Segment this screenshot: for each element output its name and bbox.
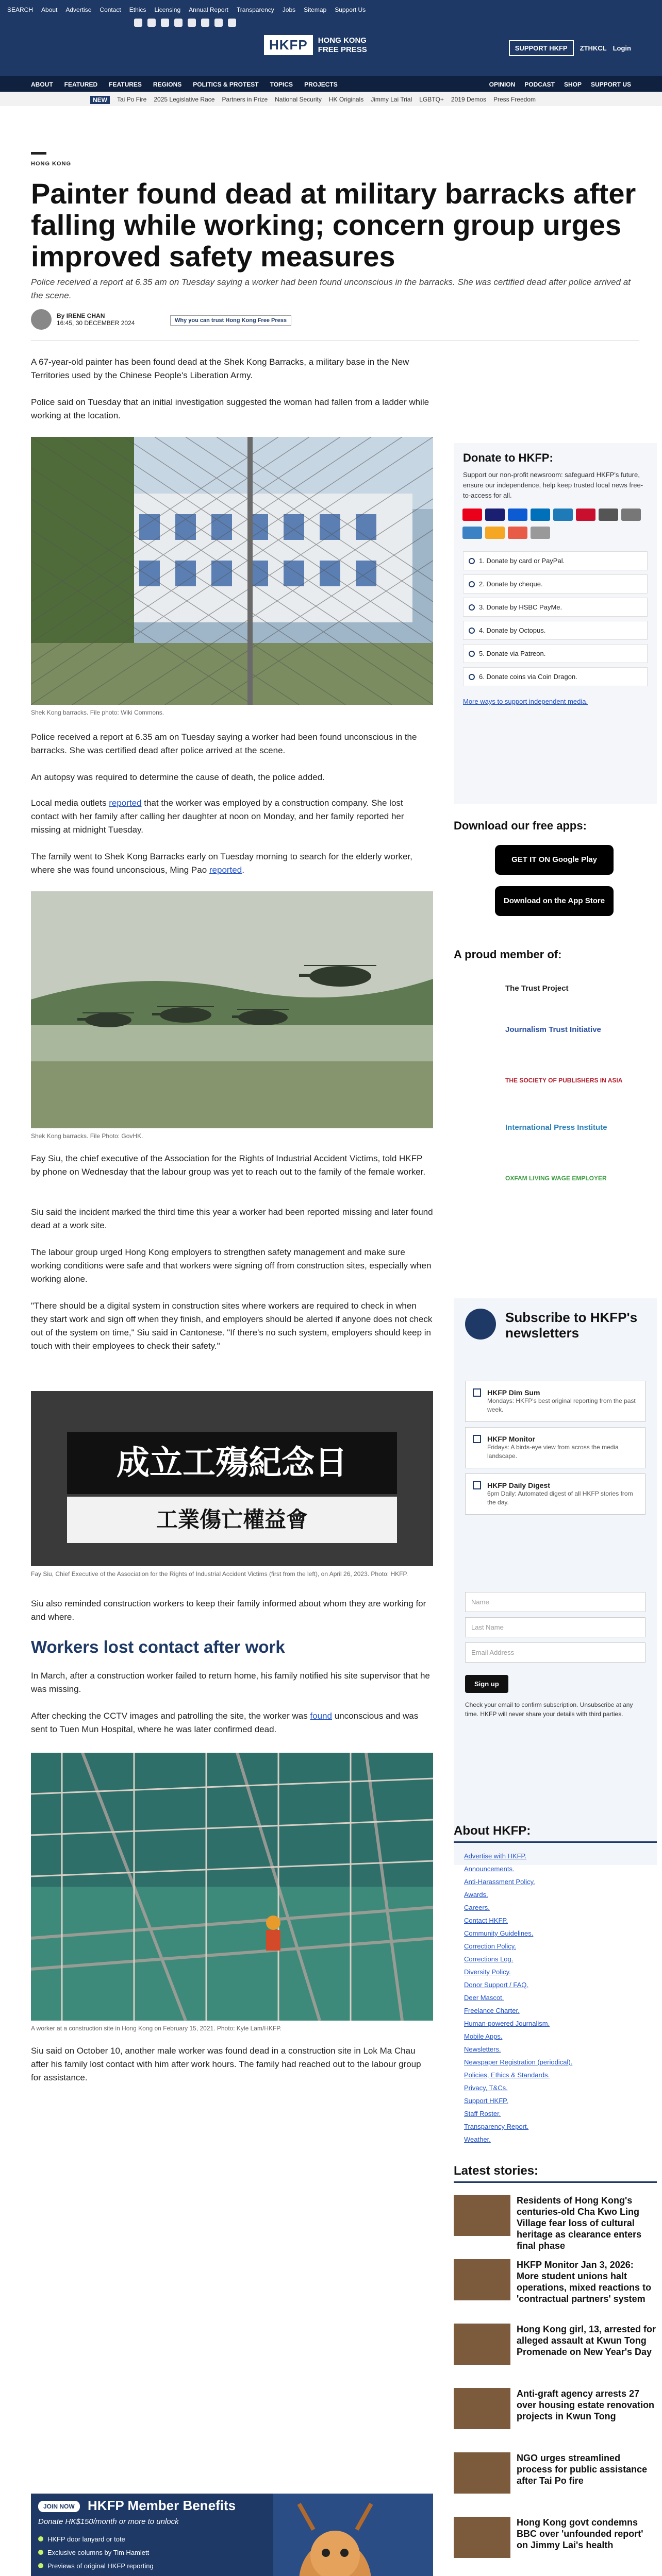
top-link-1[interactable]: About [41,6,58,13]
promo-title: HKFP Member Benefits [88,2498,236,2513]
trending-item-6[interactable]: LGBTQ+ [419,96,444,103]
x-icon[interactable] [161,19,169,27]
about-link[interactable]: Corrections Log. [464,1955,514,1963]
benefit-item [38,2560,189,2573]
found-link[interactable]: found [310,1711,332,1721]
photo-caption: Shek Kong barracks. File photo: Wiki Commons. [31,709,164,716]
top-link-3[interactable]: Contact [100,6,121,13]
donate-title: Donate to HKFP: [463,451,553,464]
support-hkfp-button[interactable]: SUPPORT HKFP [509,40,574,56]
more-ways-link[interactable]: More ways to support independent media. [463,698,588,705]
construction-photo [31,1753,433,2021]
benefit-item [38,2573,189,2576]
newsletter-name: HKFP Dim Sum [487,1388,540,1397]
patreon-icon [508,527,527,539]
paragraph: Local media outlets reported that the worker was employed by a construction company. She lost contact with her family after calling her daughter at noon on Monday, and her family reported her missing at midnight Tuesday. [31,798,404,835]
about-link-item [464,1978,572,1991]
check-icon [38,2536,43,2541]
trending-item-2[interactable]: Partners in Prize [222,96,268,103]
radio-icon [469,651,475,657]
signup-button[interactable]: Sign up [465,1675,508,1693]
join-now-badge[interactable]: JOIN NOW [38,2501,80,2512]
trending-item-0[interactable]: Tai Po Fire [117,96,147,103]
benefit-label: HKFP door lanyard or tote [47,2535,125,2543]
about-link[interactable]: Awards. [464,1891,488,1899]
donate-option-label: 6. Donate coins via Coin Dragon. [479,673,577,681]
about-link-item [464,2107,572,2120]
mastercard-icon [462,509,482,521]
jcb-icon [553,509,573,521]
nav-item-4[interactable]: POLITICS & PROTEST [193,81,259,88]
photo-caption: A worker at a construction site in Hong Kong on February 15, 2021. Photo: Kyle Lam/HKFP. [31,2025,282,2032]
benefit-label: Exclusive columns by Tim Hamlett [47,2549,150,2556]
newsletter-name: HKFP Daily Digest [487,1481,550,1489]
cheque-icon [531,527,550,539]
newsletter-title: Subscribe to HKFP's newsletters [505,1310,638,1341]
about-link[interactable]: Diversity Policy. [464,1968,511,1976]
payme-icon [462,527,482,539]
about-link-item [464,2081,572,2094]
about-link-item [464,1888,572,1901]
about-link[interactable]: Careers. [464,1904,490,1911]
byline: By IRENE CHAN 16:45, 30 DECEMBER 2024 [31,309,135,330]
donate-text: Support our non-profit newsroom: safeguard HKFP's future, ensure our independence, help keep trusted local news free-to-access for all. [463,471,643,499]
latest-thumbnail[interactable] [454,2324,510,2365]
app-store-button[interactable]: Download on the App Store [495,886,614,916]
linkedin-icon[interactable] [201,19,209,27]
kicker-bar [31,152,46,155]
top-link-8[interactable]: Jobs [282,6,296,13]
nav-item-2[interactable]: FEATURES [109,81,142,88]
trending-item-1[interactable]: 2025 Legislative Race [154,96,215,103]
latest-story[interactable] [454,2388,657,2450]
trending-item-5[interactable]: Jimmy Lai Trial [371,96,412,103]
google-pay-icon [621,509,641,521]
barracks-photo [31,437,433,705]
about-link-item [464,2043,572,2056]
latest-headline[interactable]: Hong Kong girl, 13, arrested for alleged assault at Kwun Tong Promenade on New Year's Day [517,2324,656,2357]
paypal-icon [531,509,550,521]
about-link[interactable]: Community Guidelines. [464,1929,534,1937]
trust-project-logo[interactable]: The Trust Project [505,984,569,993]
radio-icon [469,581,475,587]
trending-bar [0,92,662,106]
newsletter-option-text [487,1481,638,1507]
about-link-item [464,2030,572,2043]
about-link[interactable]: Freelance Charter. [464,2007,520,2014]
about-link-item [464,2069,572,2081]
about-link-item [464,1991,572,2004]
donate-option[interactable] [463,598,648,617]
newsletter-box [454,1298,657,1865]
donate-option-label: 5. Donate via Patreon. [479,650,546,657]
donate-option-label: 4. Donate by Octopus. [479,626,546,634]
google-play-button[interactable]: GET IT ON Google Play [495,845,614,875]
radio-icon [469,558,475,564]
about-link[interactable]: Anti-Harassment Policy. [464,1878,535,1886]
about-link[interactable]: Transparency Report. [464,2123,529,2130]
social-icons [134,19,236,27]
about-link[interactable]: Donor Support / FAQ. [464,1981,529,1989]
threads-icon[interactable] [188,19,196,27]
newsletter-desc: 6pm Daily: Automated digest of all HKFP stories from the day. [487,1490,633,1506]
checkbox-icon[interactable] [473,1481,481,1489]
nav-item-6[interactable]: PROJECTS [304,81,338,88]
about-link[interactable]: Staff Roster. [464,2110,501,2117]
about-link-item [464,2004,572,2017]
latest-title: Latest stories: [454,2164,657,2183]
promo-subtitle: Donate HK$150/month or more to unlock [38,2517,179,2526]
login-link[interactable]: Login [613,44,631,52]
about-link[interactable]: Mobile Apps. [464,2032,503,2040]
site-logo[interactable] [264,35,367,55]
unionpay-icon [576,509,595,521]
member-benefits-promo[interactable] [31,2494,433,2576]
newsletter-option[interactable] [465,1473,646,1515]
donate-option[interactable] [463,644,648,663]
latest-thumbnail[interactable] [454,2388,510,2429]
logo-text-1: HONG KONG [318,36,367,45]
latest-headline[interactable]: HKFP Monitor Jan 3, 2026: More student unions halt operations, mixed reactions to 'contractual partners' system [517,2260,652,2304]
nav-right-item-0[interactable]: OPINION [489,81,516,88]
section-heading: Workers lost contact after work [31,1637,285,1656]
about-link-item [464,1901,572,1914]
last-name-input[interactable]: Last Name [465,1617,646,1637]
first-name-input[interactable]: Name [465,1592,646,1612]
article-subtitle: Police received a report at 6.35 am on Tuesday saying a worker had been found unconscious in the barracks. She was certified dead after police arrived at the scene. [31,277,631,300]
newsletter-icon [465,1309,496,1340]
paragraph: The labour group urged Hong Kong employers to strengthen safety management and make sure working conditions were safe and that workers were signing off from construction sites, especially when working alone. [31,1247,432,1284]
donate-option[interactable] [463,574,648,594]
radio-icon [469,674,475,680]
latest-story[interactable] [454,2324,657,2385]
apple-pay-icon [599,509,618,521]
about-link-item [464,1927,572,1940]
divider [31,340,639,341]
photo-caption: Fay Siu, Chief Executive of the Association for the Rights of Industrial Accident Victims (first from the left), on April 26, 2023. Photo: HKFP. [31,1570,408,1578]
facebook-icon[interactable] [134,19,142,27]
nav-right-item-3[interactable]: SUPPORT US [590,81,631,88]
donate-payment-icons [454,501,657,549]
top-link-2[interactable]: Advertise [65,6,92,13]
about-link-item [464,1965,572,1978]
photo-caption: Shek Kong barracks. File Photo: GovHK. [31,1132,143,1140]
check-icon [38,2563,43,2568]
trending-item-8[interactable]: Press Freedom [493,96,536,103]
language-switch[interactable]: ZTHKCL [580,44,607,52]
radio-icon [469,628,475,634]
about-link[interactable]: Advertise with HKFP. [464,1852,527,1860]
latest-headline[interactable]: Anti-graft agency arrests 27 over housing estate renovation projects in Kwun Tong [517,2388,655,2421]
top-link-9[interactable]: Sitemap [304,6,327,13]
email-icon[interactable] [228,19,236,27]
youtube-icon[interactable] [174,19,183,27]
about-link[interactable]: Newsletters. [464,2045,501,2053]
about-title: About HKFP: [454,1824,657,1843]
trending-item-4[interactable]: HK Originals [328,96,364,103]
paragraph: Siu also reminded construction workers to keep their family informed about whom they are working for and where. [31,1599,426,1622]
member-title: A proud member of: [454,948,562,961]
about-link-item [464,1862,572,1875]
octopus-icon [485,527,505,539]
trending-item-7[interactable]: 2019 Demos [451,96,486,103]
benefit-item [38,2546,189,2560]
nav-item-5[interactable]: TOPICS [270,81,293,88]
article-date: 16:45, 30 DECEMBER 2024 [57,319,135,327]
banner-top-text: 成立工殤紀念日 [67,1432,397,1494]
instagram-icon[interactable] [147,19,156,27]
about-link[interactable]: Announcements. [464,1865,515,1873]
author-name[interactable]: IRENE CHAN [66,312,105,319]
trust-button[interactable]: Why you can trust Hong Kong Free Press [170,315,291,326]
latest-thumbnail[interactable] [454,2517,510,2558]
newsletter-note: Check your email to confirm subscription. Unsubscribe at any time. HKFP will never share your details with third parties. [465,1701,633,1718]
about-link[interactable]: Correction Policy. [464,1942,516,1950]
trending-item-3[interactable]: National Security [275,96,322,103]
newsletter-option[interactable] [465,1381,646,1422]
latest-headline[interactable]: NGO urges streamlined process for public assistance after Tai Po fire [517,2453,648,2486]
paragraph: After checking the CCTV images and patrolling the site, the worker was found unconscious and was sent to Tuen Mun Hospital, where he was later confirmed dead. [31,1711,419,1734]
sopa-logo[interactable]: THE SOCIETY OF PUBLISHERS IN ASIA [505,1077,623,1084]
about-link[interactable]: Human-powered Journalism. [464,2020,550,2027]
newsletter-desc: Mondays: HKFP's best original reporting from the past week. [487,1397,636,1413]
newsletter-desc: Fridays: A birds-eye view from across the media landscape. [487,1444,619,1460]
about-link-item [464,2017,572,2030]
latest-story[interactable] [454,2195,657,2257]
check-icon [38,2550,43,2555]
main-nav [0,76,662,92]
top-bar [0,0,662,20]
latest-story[interactable] [454,2259,657,2321]
logo-mark: HKFP [264,35,313,55]
about-link-item [464,1875,572,1888]
paragraph: Siu said on October 10, another male worker was found dead in a construction site in Lok Ma Chau after his family lost contact with him after work hours. The family had reached out to the labour group for assistance. [31,2046,421,2082]
about-link[interactable]: Privacy, T&Cs. [464,2084,508,2092]
nav-right-item-1[interactable]: PODCAST [524,81,555,88]
oxfam-logo[interactable]: OXFAM LIVING WAGE EMPLOYER [505,1175,607,1182]
amex-icon [508,509,527,521]
paragraph: A 67-year-old painter has been found dead at the Shek Kong Barracks, a military base in the New Territories used by the Chinese People's Liberation Army. [31,357,409,380]
telegram-icon[interactable] [214,19,223,27]
nav-right-item-2[interactable]: SHOP [564,81,582,88]
latest-thumbnail[interactable] [454,2195,510,2236]
about-link-item [464,2120,572,2133]
about-link[interactable]: Support HKFP. [464,2097,508,2105]
benefit-label: Previews of original HKFP reporting [47,2562,154,2570]
about-link[interactable]: Deer Mascot. [464,1994,504,2002]
paragraph: In March, after a construction worker failed to return home, his family notified his site supervisor that he was missing. [31,1671,430,1694]
ming-pao-link[interactable]: reported [209,865,242,875]
donate-option[interactable] [463,667,648,686]
top-link-4[interactable]: Ethics [129,6,146,13]
latest-story[interactable] [454,2452,657,2514]
author-avatar [31,309,52,330]
paragraph: "There should be a digital system in construction sites where workers are required to check in when they start work and sign off when they finish, and employers should be alerted if anyone does not check out of the system on time," Siu said in Cantonese. "If there's no such system, employers should keep in touch with their employees to check their safety." [31,1301,433,1351]
top-link-6[interactable]: Annual Report [189,6,228,13]
paragraph: Police received a report at 6.35 am on Tuesday saying a worker had been found unconscious in the barracks. She was certified dead after police arrived at the scene. [31,732,417,755]
latest-story[interactable] [454,2517,657,2576]
jti-logo[interactable]: Journalism Trust Initiative [505,1025,601,1034]
about-link[interactable]: Newspaper Registration (periodical). [464,2058,573,2066]
paragraph: The family went to Shek Kong Barracks early on Tuesday morning to search for the elderly worker, where she was found unconscious, Ming Pao reported. [31,852,412,875]
logo-text-2: FREE PRESS [318,45,367,54]
email-input[interactable]: Email Address [465,1642,646,1663]
latest-thumbnail[interactable] [454,2259,510,2300]
newsletter-option-text [487,1388,638,1414]
visa-icon [485,509,505,521]
nav-item-1[interactable]: FEATURED [64,81,98,88]
newsletter-option[interactable] [465,1427,646,1468]
top-link-7[interactable]: Transparency [236,6,274,13]
article-kicker[interactable]: HONG KONG [31,161,72,167]
latest-headline[interactable]: Residents of Hong Kong's centuries-old Cha Kwo Ling Village fear loss of cultural heritage as clearance enters final phase [517,2195,642,2251]
nav-item-0[interactable]: ABOUT [31,81,53,88]
top-link-0[interactable]: SEARCH [7,6,34,13]
apps-title: Download our free apps: [454,819,587,832]
benefit-item [38,2533,189,2546]
donate-option[interactable] [463,621,648,640]
about-link-item [464,1940,572,1953]
ipi-logo[interactable]: International Press Institute [505,1123,607,1132]
about-link-item [464,1914,572,1927]
about-link-item [464,1850,572,1862]
donate-option-label: 2. Donate by cheque. [479,580,543,588]
latest-headline[interactable]: Hong Kong govt condemns BBC over 'unfounded report' on Jimmy Lai's health [517,2517,643,2550]
checkbox-icon[interactable] [473,1388,481,1397]
about-links [464,1850,572,2146]
paragraph: Police said on Tuesday that an initial investigation suggested the woman had fallen from a ladder while working at the location. [31,397,429,420]
paragraph: Fay Siu, the chief executive of the Association for the Rights of Industrial Accident Victims, told HKFP by phone on Wednesday that the labour group was yet to reach out to the family of the female worker. [31,1154,426,1177]
checkbox-icon[interactable] [473,1435,481,1443]
donate-box [454,443,657,804]
about-link-item [464,2056,572,2069]
donate-option-label: 3. Donate by HSBC PayMe. [479,603,562,611]
about-link-item [464,2133,572,2146]
new-badge: NEW [90,96,110,104]
top-link-10[interactable]: Support Us [335,6,366,13]
newsletter-name: HKFP Monitor [487,1435,536,1443]
reported-link[interactable]: reported [109,798,142,808]
donate-option-label: 1. Donate by card or PayPal. [479,557,565,565]
radio-icon [469,604,475,611]
protest-photo [31,1391,433,1566]
top-link-5[interactable]: Licensing [154,6,181,13]
newsletter-option-text [487,1435,638,1461]
article-title: Painter found dead at military barracks after falling while working; concern group urges improved safety measures [31,177,636,273]
donate-option[interactable] [463,551,648,570]
paragraph: Siu said the incident marked the third time this year a worker had been reported missing and later found dead at a work site. [31,1207,433,1230]
banner-bottom-text: 工業傷亡權益會 [67,1497,397,1543]
about-link-item [464,2094,572,2107]
nav-item-3[interactable]: REGIONS [153,81,182,88]
about-link-item [464,1953,572,1965]
about-link[interactable]: Policies, Ethics & Standards. [464,2071,550,2079]
about-link[interactable]: Contact HKFP. [464,1917,508,1924]
paragraph: An autopsy was required to determine the cause of death, the police added. [31,772,325,782]
helicopter-photo [31,891,433,1128]
about-link[interactable]: Weather. [464,2136,491,2143]
latest-thumbnail[interactable] [454,2452,510,2494]
